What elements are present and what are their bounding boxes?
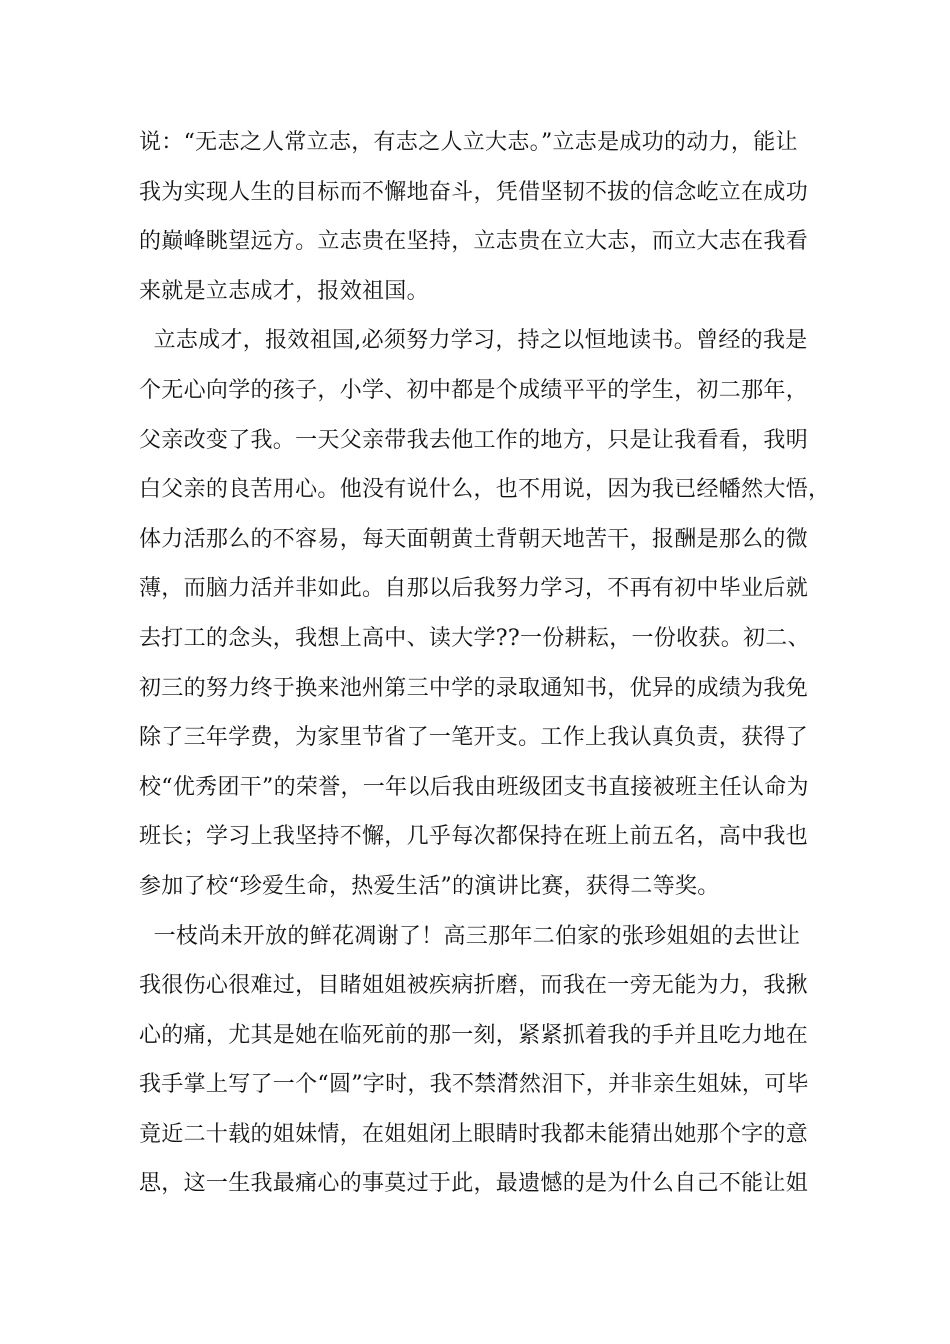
text-line: 说：“无志之人常立志，有志之人立大志。”立志是成功的动力，能让 — [139, 130, 798, 155]
text-line: 我为实现人生的目标而不懈地奋斗，凭借坚韧不拔的信念屹立在成功 — [139, 179, 809, 205]
text-line: 除了三年学费，为家里节省了一笔开支。工作上我认真负责，获得了 — [139, 725, 809, 751]
text-line: 父亲改变了我。一天父亲带我去他工作的地方，只是让我看看，我明 — [139, 427, 809, 453]
text-line: 白父亲的良苦用心。他没有说什么，也不用说，因为我已经幡然大悟， — [139, 477, 831, 503]
text-line: 思，这一生我最痛心的事莫过于此，最遗憾的是为什么自己不能让姐 — [139, 1171, 809, 1197]
text-line: 体力活那么的不容易，每天面朝黄土背朝天地苦干，报酬是那么的微 — [139, 526, 809, 552]
text-line: 校“优秀团干”的荣誉，一年以后我由班级团支书直接被班主任认命为 — [139, 774, 809, 800]
text-line: 一枝尚未开放的鲜花凋谢了！高三那年二伯家的张珍姐姐的去世让 — [139, 923, 801, 949]
text-line: 来就是立志成才，报效祖国。 — [139, 278, 429, 304]
text-line: 个无心向学的孩子，小学、初中都是个成绩平平的学生，初二那年， — [139, 377, 809, 403]
text-line: 的巅峰眺望远方。立志贵在坚持，立志贵在立大志，而立大志在我看 — [139, 229, 809, 255]
text-line: 我手掌上写了一个“圆”字时，我不禁潸然泪下，并非亲生姐妹，可毕 — [139, 1072, 809, 1098]
text-line: 班长；学习上我坚持不懈，几乎每次都保持在班上前五名，高中我也 — [139, 824, 809, 850]
text-line: 参加了校“珍爱生命，热爱生活”的演讲比赛，获得二等奖。 — [139, 873, 720, 899]
text-line: 心的痛，尤其是她在临死前的那一刻，紧紧抓着我的手并且吃力地在 — [139, 1022, 809, 1048]
text-line: 初三的努力终于换来池州第三中学的录取通知书，优异的成绩为我免 — [139, 675, 809, 701]
document-body — [139, 118, 831, 1209]
text-line: 立志成才，报效祖国,必须努力学习，持之以恒地读书。曾经的我是 — [139, 328, 808, 354]
text-line: 薄，而脑力活并非如此。自那以后我努力学习，不再有初中毕业后就 — [139, 576, 809, 602]
text-line: 去打工的念头，我想上高中、读大学??一份耕耘，一份收获。初二、 — [139, 625, 810, 651]
text-line: 我很伤心很难过，目睹姐姐被疾病折磨，而我在一旁无能为力，我揪 — [139, 973, 809, 999]
text-line: 竟近二十载的姐妹情，在姐姐闭上眼睛时我都未能猜出她那个字的意 — [139, 1121, 809, 1147]
